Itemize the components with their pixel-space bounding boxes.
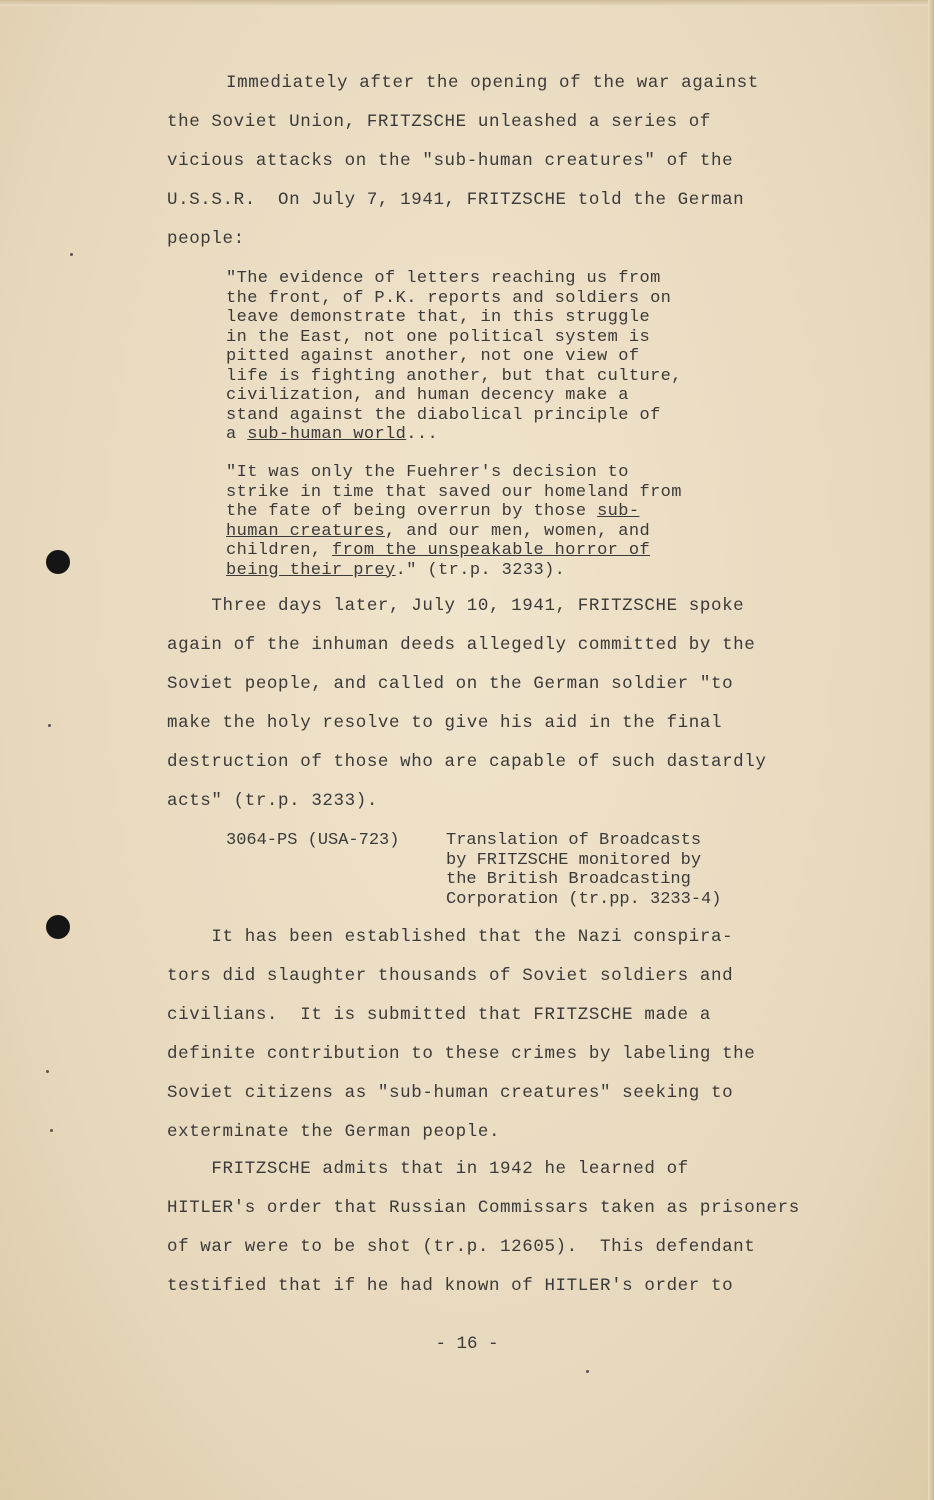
paragraph-4	[167, 1150, 800, 1306]
text-line: destruction of those who are capable of such dastardly	[167, 752, 767, 772]
citation-description	[446, 831, 721, 909]
quote-line: pitted against another, not one view of	[226, 347, 640, 366]
underlined-phrase: human creatures	[226, 521, 386, 541]
citation-line: Corporation (tr.pp. 3233-4)	[446, 889, 722, 909]
paragraph-3	[167, 918, 755, 1152]
punch-hole-icon	[46, 550, 70, 574]
quote-line: being their prey." (tr.p. 3233).	[226, 560, 566, 580]
paper-speck	[50, 1129, 53, 1132]
paper-speck	[48, 724, 51, 727]
quote-line: children, from the unspeakable horror of	[226, 541, 651, 560]
text-line: vicious attacks on the "sub-human creatures" of the	[167, 151, 734, 171]
quote-line: the fate of being overrun by those sub-	[226, 502, 640, 521]
text-line: U.S.S.R. On July 7, 1941, FRITZSCHE told the German	[167, 190, 745, 210]
citation-line: the British Broadcasting	[446, 870, 691, 889]
text-line: HITLER's order that Russian Commissars taken as prisoners	[167, 1198, 800, 1218]
citation-line: Translation of Broadcasts	[446, 831, 702, 850]
text-line: make the holy resolve to give his aid in the final	[167, 713, 723, 733]
quote-line: civilization, and human decency make a	[226, 386, 629, 405]
underlined-phrase: sub-	[597, 502, 640, 521]
text-line: It has been established that the Nazi conspira-	[167, 927, 734, 947]
text-line: people:	[167, 229, 245, 249]
text-line: the Soviet Union, FRITZSCHE unleashed a series of	[167, 112, 711, 132]
paper-right-edge	[928, 0, 934, 1500]
text-line: tors did slaughter thousands of Soviet soldiers and	[167, 966, 734, 986]
paper-speck	[586, 1370, 589, 1373]
paragraph-2	[167, 587, 767, 821]
text-line: acts" (tr.p. 3233).	[167, 791, 378, 811]
quote-line: "The evidence of letters reaching us from	[226, 269, 661, 288]
citation-reference: 3064-PS (USA-723)	[226, 831, 400, 850]
text-line: Immediately after the opening of the war against	[226, 73, 759, 93]
quote-line: "It was only the Fuehrer's decision to	[226, 463, 629, 482]
quote-line: life is fighting another, but that culture,	[226, 366, 682, 386]
underlined-phrase: sub-human world	[247, 425, 407, 444]
text-line: definite contribution to these crimes by labeling the	[167, 1044, 756, 1064]
text-line: FRITZSCHE admits that in 1942 he learned of	[167, 1159, 689, 1179]
text-line: again of the inhuman deeds allegedly committed by the	[167, 635, 756, 655]
text-line: Soviet citizens as "sub-human creatures" seeking to	[167, 1083, 734, 1103]
paper-top-edge	[0, 0, 934, 6]
block-quote-2	[226, 463, 682, 580]
quote-line: in the East, not one political system is	[226, 327, 651, 347]
underlined-phrase: being their prey	[226, 560, 396, 580]
quote-line: stand against the diabolical principle of	[226, 405, 661, 425]
text-line: of war were to be shot (tr.p. 12605). This defendant	[167, 1237, 756, 1257]
quote-line: a sub-human world...	[226, 425, 439, 444]
paper-speck	[70, 253, 73, 256]
text-line: exterminate the German people.	[167, 1122, 501, 1142]
text-line: Three days later, July 10, 1941, FRITZSCHE spoke	[167, 596, 745, 616]
quote-line: strike in time that saved our homeland from	[226, 482, 682, 502]
block-quote-1	[226, 269, 682, 445]
citation-line: by FRITZSCHE monitored by	[446, 850, 702, 870]
paragraph-1	[167, 64, 759, 259]
text-line: testified that if he had known of HITLER's order to	[167, 1276, 734, 1296]
page-number: - 16 -	[435, 1334, 499, 1354]
quote-line: human creatures, and our men, women, and	[226, 521, 651, 541]
text-line: civilians. It is submitted that FRITZSCHE made a	[167, 1005, 711, 1025]
text-line: Soviet people, and called on the German soldier "to	[167, 674, 734, 694]
quote-line: leave demonstrate that, in this struggle	[226, 308, 651, 327]
punch-hole-icon	[46, 915, 70, 939]
underlined-phrase: from the unspeakable horror of	[332, 541, 651, 560]
quote-line: the front, of P.K. reports and soldiers on	[226, 288, 672, 308]
paper-speck	[46, 1070, 49, 1073]
